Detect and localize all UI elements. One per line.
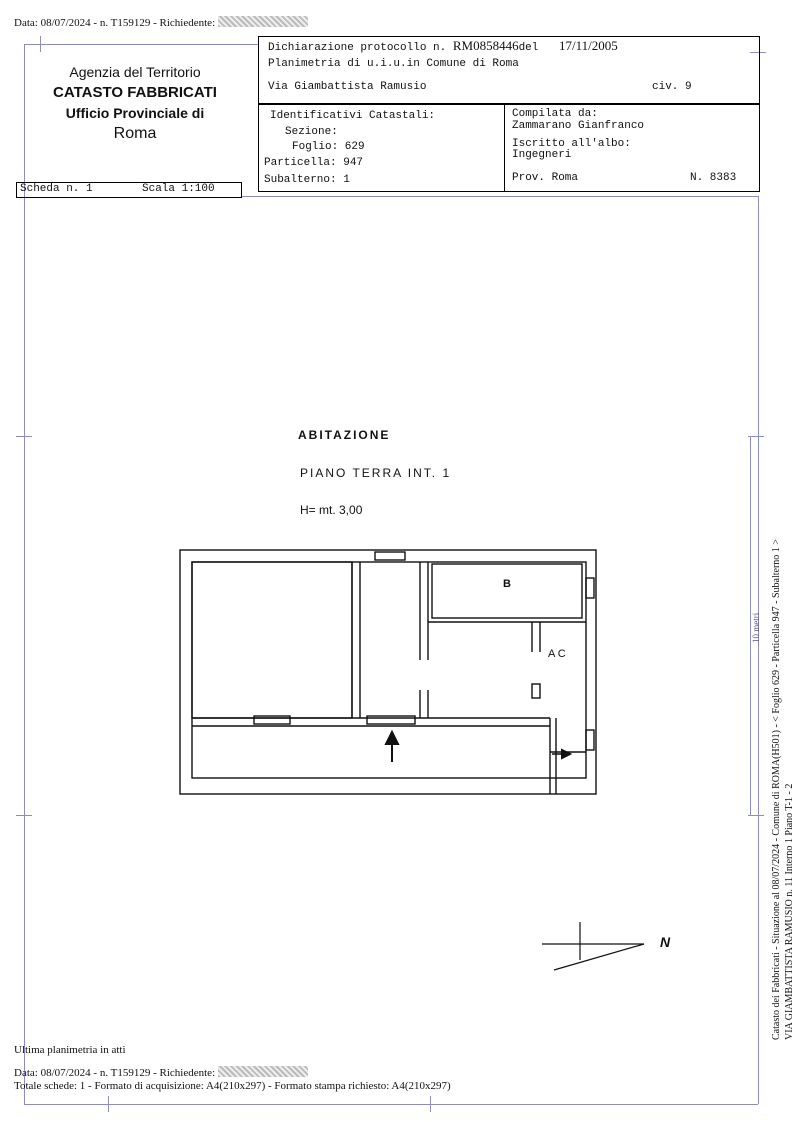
particella-label: Particella: 947 <box>264 157 364 169</box>
del-label: del <box>518 42 539 54</box>
prov-label: Prov. Roma <box>512 172 579 184</box>
compiled-name: Zammarano Gianfranco <box>512 120 645 132</box>
top-header <box>14 16 308 29</box>
footer-data <box>14 1066 308 1079</box>
tick-left-2 <box>16 815 32 816</box>
north-label: N <box>660 934 671 950</box>
redacted-requester <box>218 16 308 27</box>
plan-floor: PIANO TERRA INT. 1 <box>300 466 452 480</box>
frame-top-right <box>242 196 758 197</box>
frame-right <box>758 196 759 1104</box>
foglio-label: Foglio: 629 <box>292 141 365 153</box>
protocol-date: 17/11/2005 <box>559 38 618 53</box>
identifiers-divider <box>504 104 505 192</box>
plan-title: ABITAZIONE <box>298 428 391 442</box>
footer-data-text: Data: 08/07/2024 - n. T159129 - Richiedente: <box>14 1067 216 1079</box>
registered-value: Ingegneri <box>512 149 572 161</box>
street-label: Via Giambattista Ramusio <box>268 81 427 93</box>
footer-redacted-requester <box>218 1066 308 1077</box>
identifiers-title: Identificativi Catastali: <box>270 110 436 122</box>
side-note <box>770 480 796 1040</box>
room-ac-label: A C <box>548 648 566 660</box>
agency-block <box>40 62 230 146</box>
top-header-text: Data: 08/07/2024 - n. T159129 - Richiedente: <box>14 17 216 29</box>
side-note-line2: VIA GIAMBATTISTA RAMUSIO n. 11 Interno 1 Piano T-1 - 2 <box>784 783 795 1040</box>
scheda-number: Scheda n. 1 <box>20 183 93 195</box>
frame-left <box>24 44 25 1104</box>
office-label: Ufficio Provinciale di <box>65 105 205 121</box>
subalterno-label: Subalterno: 1 <box>264 174 350 186</box>
protocol-label: Dichiarazione protocollo n. <box>268 42 447 54</box>
registered-label: Iscritto all'albo: <box>512 138 631 150</box>
compiled-label: Compilata da: <box>512 108 598 120</box>
catasto-title: CATASTO FABBRICATI <box>53 84 217 101</box>
scheda-scale: Scala 1:100 <box>142 183 215 195</box>
frame-top-left <box>24 44 258 45</box>
protocol-line <box>268 38 618 54</box>
frame-bottom <box>24 1104 758 1105</box>
tick-top-1 <box>40 36 41 52</box>
office-city: Roma <box>113 125 157 142</box>
tick-bottom-2 <box>430 1096 431 1112</box>
last-plan-note: Ultima planimetria in atti <box>14 1044 126 1056</box>
tick-bottom-1 <box>108 1096 109 1112</box>
plan-height: H= mt. 3,00 <box>300 503 363 517</box>
ruler-label: 10 metri <box>751 612 761 643</box>
agency-name: Agenzia del Territorio <box>69 64 201 80</box>
sezione-label: Sezione: <box>285 126 338 138</box>
plan-label: Planimetria di u.i.u.in Comune di Roma <box>268 58 519 70</box>
protocol-number: RM0858446 <box>452 38 519 53</box>
tick-left-1 <box>16 436 32 437</box>
room-b-label: B <box>503 578 511 590</box>
civ-label: civ. 9 <box>652 81 692 93</box>
north-arrow-icon <box>540 918 650 974</box>
floor-plan <box>170 540 610 800</box>
footer-totals: Totale schede: 1 - Formato di acquisizione: A4(210x297) - Formato stampa richiesto: A4(210x297) <box>14 1080 451 1092</box>
side-note-line1: Catasto dei Fabbricati - Situazione al 08/07/2024 - Comune di ROMA(H501) - < Foglio 629 - Particella 947 - Subalterno 1 > <box>771 539 782 1040</box>
register-number: N. 8383 <box>690 172 737 184</box>
